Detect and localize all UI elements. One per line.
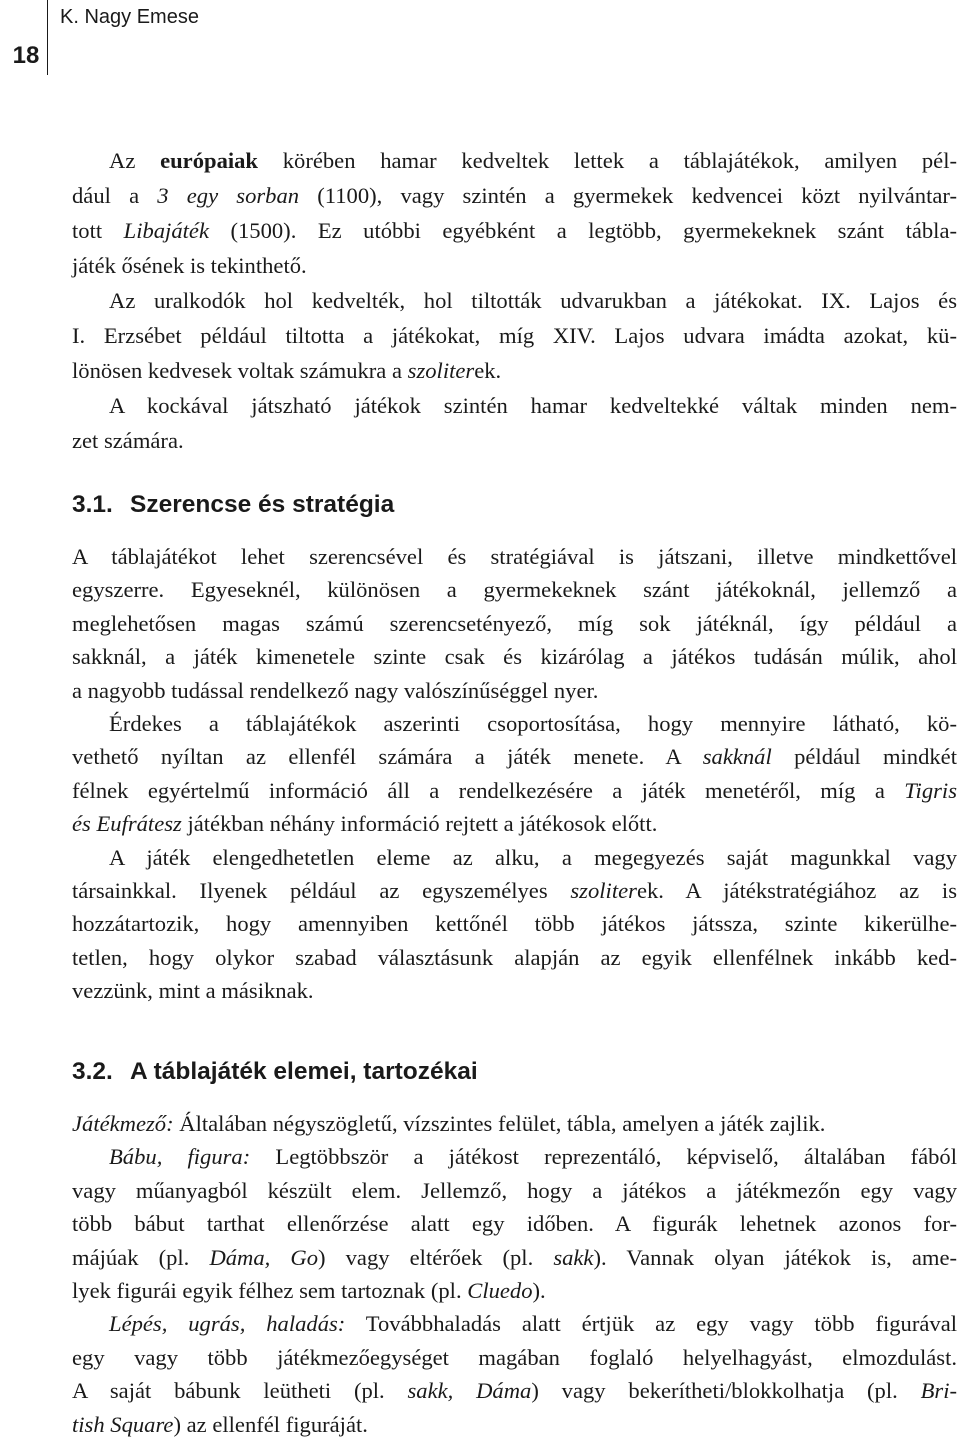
text-line: vezzünk, mint a másiknak. — [72, 978, 314, 1004]
text-line: vagy műanyagból készült elem. Jellemző, hogy a játékos a játékmezőn egy vagy — [72, 1177, 957, 1203]
text-line: meglehetősen magas számú szerencsetényező, míg sok játéknál, így például a — [72, 610, 957, 636]
text-line: és Eufrátesz játékban néhány információ rejtett a játékosok előtt. — [72, 811, 658, 837]
section-title: A táblajáték elemei, tartozékai — [130, 1058, 478, 1085]
text-line: vethető nyíltan az ellenfél számára a játék menete. A sakknál például mindkét — [72, 744, 957, 770]
header-rule — [47, 0, 48, 75]
text-line: lyek figurái egyik félhez sem tartoznak (pl. Cluedo). — [72, 1278, 546, 1304]
text-line: lönösen kedvesek voltak számukra a szoliterek. — [72, 358, 502, 383]
text-line: Lépés, ugrás, haladás: Továbbhaladás alatt értjük az egy vagy több figurával — [109, 1311, 957, 1337]
text-line: több bábut tarthat ellenőrzése alatt egy időben. A figurák lehetnek azonos for- — [72, 1211, 957, 1237]
text-line: társainkkal. Ilyenek például az egyszemélyes szoliterek. A játékstratégiához az is — [72, 878, 957, 904]
text-line: a nagyobb tudással rendelkező nagy valószínűséggel nyer. — [72, 677, 599, 703]
text-line: tish Square) az ellenfél figuráját. — [72, 1411, 368, 1437]
text-line: sakknál, a játék kimenetele szinte csak és kizárólag a játékos tudásán múlik, ahol — [72, 644, 957, 670]
section-title: Szerencse és stratégia — [130, 491, 395, 518]
text-line: Játékmező: Általában négyszögletű, vízszintes felület, tábla, amelyen a játék zajlik. — [72, 1111, 826, 1136]
text-line: májúak (pl. Dáma, Go) vagy eltérőek (pl. sakk). Vannak olyan játékok is, ame- — [72, 1244, 957, 1270]
section-3-1-text — [72, 540, 957, 1008]
intro-text-block — [72, 143, 957, 458]
text-line: A kockával játszható játékok szintén hamar kedveltekké váltak minden nem- — [109, 393, 957, 418]
section-heading-3-1 — [72, 491, 394, 519]
section-number: 3.1. — [72, 491, 113, 518]
text-line: egy vagy több játékmezőegységet magában foglaló helyelhagyást, elmozdulást. — [72, 1344, 957, 1370]
text-line: I. Erzsébet például tiltotta a játékokat, míg XIV. Lajos udvara imádta azokat, kü- — [72, 323, 957, 348]
page-number: 18 — [12, 42, 40, 69]
section-heading-3-2 — [72, 1058, 478, 1086]
text-line: egyszerre. Egyeseknél, különösen a gyermekeknek szánt játékoknál, jellemző a — [72, 577, 957, 603]
text-line: hozzátartozik, hogy amennyiben kettőnél több játékos játssza, szinte kikerülhe- — [72, 911, 957, 937]
text-line: Bábu, figura: Legtöbbször a játékost reprezentáló, képviselő, általában fából — [109, 1144, 957, 1170]
text-line: játék ősének is tekinthető. — [72, 253, 307, 278]
text-line: dául a 3 egy sorban (1100), vagy szintén a gyermekek kedvencei közt nyilvántar- — [72, 183, 957, 208]
text-line: A táblajátékot lehet szerencsével és stratégiával is játszani, illetve mindkettővel — [72, 544, 957, 569]
section-number: 3.2. — [72, 1058, 113, 1085]
text-line: A saját bábunk leütheti (pl. sakk, Dáma) vagy bekerítheti/blokkolhatja (pl. Bri- — [72, 1378, 957, 1404]
text-line: Érdekes a táblajátékok aszerinti csoportosítása, hogy mennyire látható, kö- — [109, 711, 957, 737]
text-line: A játék elengedhetetlen eleme az alku, a megegyezés saját magunkkal vagy — [109, 844, 957, 870]
text-line: Az uralkodók hol kedvelték, hol tiltották udvarukban a játékokat. IX. Lajos és — [109, 288, 957, 313]
text-line: zet számára. — [72, 428, 184, 453]
running-head: K. Nagy Emese — [60, 6, 199, 28]
text-line: tott Libajáték (1500). Ez utóbbi egyébként a legtöbb, gyermekeknek szánt tábla- — [72, 218, 957, 243]
section-3-2-text — [72, 1107, 957, 1441]
text-line: tetlen, hogy olykor szabad választásunk alapján az egyik ellenfélnek inkább ked- — [72, 944, 957, 970]
text-line: félnek egyértelmű információ áll a rendelkezésére a játék menetéről, míg a Tigris — [72, 777, 957, 803]
text-line: Az európaiak körében hamar kedveltek lettek a táblajátékok, amilyen pél- — [109, 148, 957, 173]
